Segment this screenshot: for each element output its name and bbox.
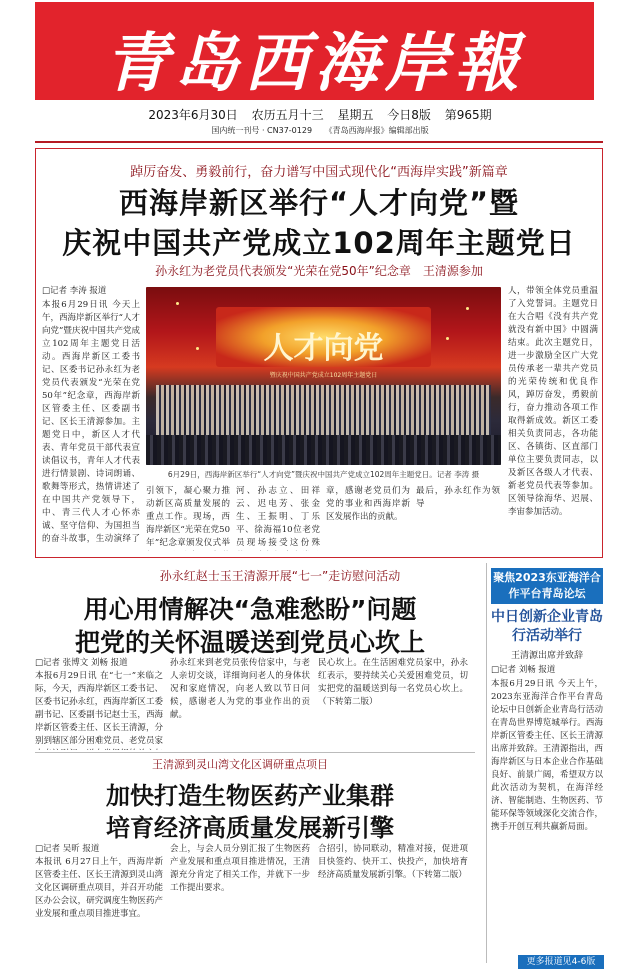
- sidebar-subhead: 王清源出席并致辞: [510, 651, 583, 661]
- dateline: [0, 106, 640, 123]
- third-headline-line1[interactable]: 加快打造生物医药产业集群: [106, 782, 394, 810]
- second-headline-line2[interactable]: 把党的关怀温暖送到党员心坎上: [74, 628, 425, 657]
- second-column-1: 本报6月29日讯 在“七一”来临之际，今天，西海岸新区工委书记、区委书记孙永红，西海岸新区工委副书记、区委副书记赵士玉，西海岸新区管委主任、区长王清源，分别到辖区部分困难党员、老党员家: [35, 671, 163, 746]
- second-kicker: 孙永红赵士玉王清源开展“七一”走访慰问活动: [159, 569, 401, 583]
- lead-story: [35, 148, 603, 558]
- second-column-2: 孙永红来到老党员张传信家中，与老人亲切交谈，详细询问老人的身体状况和家庭情况，向老人致以节日问候，感谢老人为党的事业作出的贡献。: [170, 658, 310, 720]
- lead-headline-line1[interactable]: 西海岸新区举行“人才向党”暨: [118, 186, 520, 220]
- second-column-3: 民心坎上。在生活困难党员家中，孙永红表示，要持续关心关爱困难党员，切实把党的温暖送到每一名党员心坎上。（下转第二版）: [318, 658, 468, 707]
- masthead-rule: [35, 141, 603, 143]
- second-byline: □记者 张博文 刘畅 报道: [35, 658, 128, 668]
- stage-subtext: 暨庆祝中国共产党成立102周年主题党日: [269, 372, 378, 379]
- section-divider: [35, 752, 475, 753]
- lead-photo-caption: 6月29日，西海岸新区举行“人才向党”暨庆祝中国共产党成立102周年主题党日。记者 李涛 摄: [167, 470, 480, 479]
- lead-column-bottom-2: 河、孙志立、田祥云、迟电芳、张金生、王振明、丁乐平、徐海福10位老党员现场接受这份殊: [236, 486, 320, 548]
- third-column-2: 会上，与会人员分别汇报了生物医药产业发展和重点项目推进情况，王清源充分肯定了相关工作，并就下一步工作提出要求。: [170, 844, 310, 893]
- firework-spark: [176, 302, 179, 305]
- lead-photo[interactable]: [146, 287, 501, 465]
- third-column-1: 本报讯 6月27日上午，西海岸新区管委主任、区长王清源到灵山湾文化区调研重点项目，并召开功能区办公会议，研究调度生物医药产业发展和重点项目推进事宜。: [35, 857, 163, 919]
- performers: [156, 385, 491, 435]
- third-kicker: 王清源到灵山湾文化区调研重点项目: [152, 758, 328, 771]
- sidebar-body: 本报6月29日讯 今天上午，2023东亚海洋合作平台青岛论坛中日创新企业青岛行活动在青岛世界博览城举行。西海岸新区管委主任、区长王清源出席并致辞。王清源指出，西海岸新区与日本企业合作基础良好、前景广阔，希望双方以此次活动为契机，在海洋经济、智能制造、生物医药、节能环保等领域深化交流合作，携手开创互利共赢新局面。: [491, 679, 603, 832]
- masthead: [35, 2, 594, 100]
- lead-column-bottom-1: 引领下，凝心聚力推动新区高质量发展的重点工作。现场，西海岸新区“光荣在党50年”纪念章颁发仪式举: [146, 486, 230, 548]
- weekday: 星期五: [337, 108, 374, 122]
- lead-byline: □记者 李涛 报道: [42, 286, 107, 296]
- firework-spark: [466, 307, 469, 310]
- page-count: 今日8版: [387, 108, 431, 122]
- third-byline: □记者 吴昕 报道: [35, 844, 100, 854]
- second-headline-line1[interactable]: 用心用情解决“急难愁盼”问题: [83, 595, 417, 624]
- lead-column-bottom-3: 章，感谢老党员们为党的事业和西海岸新区发展作出的贡献。: [326, 486, 410, 522]
- lead-subhead: 孙永红为老党员代表颁发“光荣在党50年”纪念章 王清源参加: [155, 264, 483, 278]
- stage-text: 人才向党: [263, 331, 384, 366]
- lunar-date: 农历五月十三: [251, 108, 324, 122]
- sidebar-headline[interactable]: 中日创新企业青岛行活动举行: [491, 609, 603, 644]
- third-column-3: 合招引，协同联动，精准对接，促进项目快签约、快开工、快投产，加快培育经济高质量发展新引擎。（下转第二版）: [318, 844, 468, 880]
- issue-number: 第965期: [444, 108, 492, 122]
- firework-spark: [196, 347, 199, 350]
- third-headline-line2[interactable]: 培育经济高质量发展新引擎: [106, 814, 394, 842]
- firework-spark: [446, 337, 449, 340]
- lead-column-3: 人，带领全体党员重温了入党誓词。主题党日在大合唱《没有共产党就没有新中国》中圆满结束。此次主题党日，进一步激励全区广大党员传承老一辈共产党员的光荣传统和优良作风，踔厉奋发，勇毅前行，奋力推动各项工作取得新成效。新区工委相关负责同志，各功能区、各镇街、区直部门单位主要负责同志，以及新区各级人才代表、新老党员代表等参加。区领导徐海华、迟展、李宙参加活动。: [508, 286, 598, 517]
- lead-column-1: 本报6月29日讯 今天上午，西海岸新区举行“人才向党”暨庆祝中国共产党成立102周年主题党日活动。西海岸新区工委书记、区委书记孙永红为老党员代表颁发“光荣在党50年”纪念章，西海岸新区管委主任、区委副书记、区长王清源参加。主题党日中，新区人才代表、青年党员干部代表宣读倡议书，青年人才代表进行情景剧、诗词朗诵、歌舞等形式，热情讲述了在中国共产党领导下，中、青三代人才心怀赤诚、坚守信仰、为国担当的奋斗故事，生动演绎了: [42, 300, 140, 543]
- lead-kicker: 踔厉奋发、勇毅前行，奋力谱写中国式现代化“西海岸实践”新篇章: [130, 165, 508, 180]
- lead-headline-line2[interactable]: 庆祝中国共产党成立102周年主题党日: [62, 226, 576, 260]
- publisher: 《青岛西海岸报》编辑部出版: [324, 126, 429, 135]
- audience: [146, 435, 501, 465]
- sidebar-byline: □记者 刘畅 报道: [491, 665, 556, 675]
- more-reports-link[interactable]: 更多报道见4-6版: [518, 955, 604, 969]
- serial-line: [0, 125, 640, 136]
- newspaper-title: 青岛西海岸報: [104, 26, 525, 101]
- sidebar-banner[interactable]: 聚焦2023东亚海洋合作平台青岛论坛: [491, 568, 603, 604]
- serial-number: 国内统一刊号 · CN37-0129: [211, 126, 313, 135]
- lead-column-bottom-4: 最后，孙永红作为领导: [416, 486, 500, 509]
- date: 2023年6月30日: [148, 108, 238, 122]
